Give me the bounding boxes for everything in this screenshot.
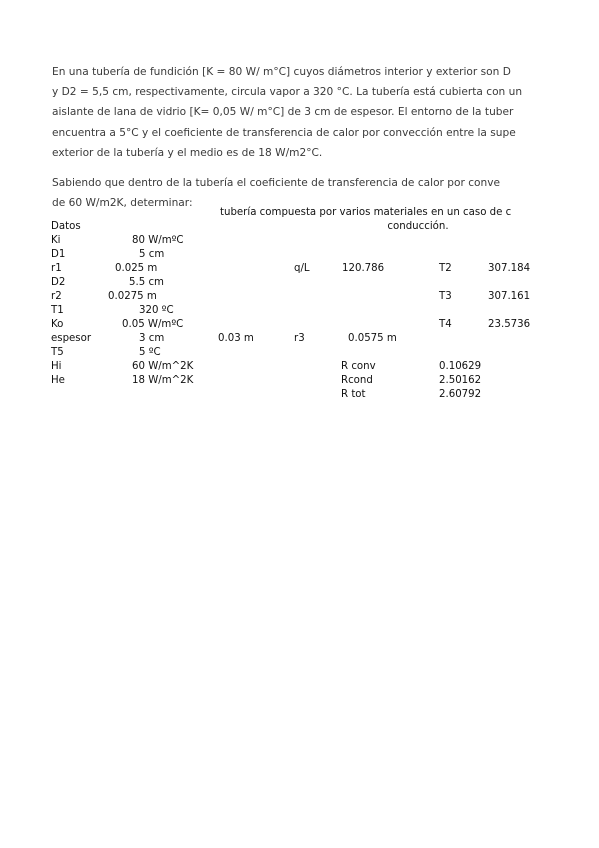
header-line-1: tubería compuesta por varios materiales en un caso de c <box>220 207 512 218</box>
temp-value: 307.184 <box>488 263 531 274</box>
espesor-m: 0.03 m <box>218 333 254 344</box>
header-line-2: conducción. <box>387 221 449 232</box>
temp-value: 23.5736 <box>488 319 531 330</box>
row-value: 3 cm <box>139 333 165 344</box>
row-label: r2 <box>51 291 62 302</box>
row-value: 5.5 cm <box>129 277 164 288</box>
resist-value: 2.50162 <box>439 375 482 386</box>
temp-label: T3 <box>439 291 452 302</box>
row-value: 5 ºC <box>139 347 161 358</box>
temp-value: 307.161 <box>488 291 531 302</box>
problem-line: encuentra a 5°C y el coeficiente de transferencia de calor por convección entre la supe <box>52 126 516 139</box>
row-label: D1 <box>51 249 66 260</box>
row-label: Hi <box>51 361 62 372</box>
resist-value: 0.10629 <box>439 361 482 372</box>
r3-value: 0.0575 m <box>348 333 397 344</box>
q-value: 120.786 <box>342 263 385 274</box>
resist-label: R conv <box>341 361 376 372</box>
problem-line: Sabiendo que dentro de la tubería el coeficiente de transferencia de calor por conve <box>52 177 501 190</box>
problem-line: aislante de lana de vidrio [K= 0,05 W/ m°C] de 3 cm de espesor. El entorno de la tuber <box>52 106 514 119</box>
row-value: 0.025 m <box>115 263 158 274</box>
row-value: 18 W/m^2K <box>132 375 194 386</box>
problem-line: En una tubería de fundición [K = 80 W/ m°C] cuyos diámetros interior y exterior son D <box>52 66 511 78</box>
row-value: 5 cm <box>139 249 165 260</box>
row-value: 0.05 W/mºC <box>122 319 184 330</box>
resist-value: 2.60792 <box>439 389 482 400</box>
row-label: espesor <box>51 333 92 344</box>
datos-label: Datos <box>51 221 81 232</box>
temp-label: T4 <box>439 319 452 330</box>
problem-line-text: y D2 = 5,5 cm, respectivamente, circula vapor a 320 °C. La tubería está cubierta con un <box>52 86 523 99</box>
temp-label: T2 <box>439 263 452 274</box>
row-label: T5 <box>51 347 64 358</box>
row-value: 0.0275 m <box>108 291 157 302</box>
problem-line: de 60 W/m2K, determinar: <box>52 197 193 210</box>
q-label: q/L <box>294 263 310 274</box>
row-value: 60 W/m^2K <box>132 361 194 372</box>
row-label: T1 <box>51 305 64 316</box>
r3-label: r3 <box>294 333 305 344</box>
row-label: r1 <box>51 263 62 274</box>
row-label: Ki <box>51 235 61 246</box>
row-value: 320 ºC <box>139 305 174 316</box>
row-label: D2 <box>51 277 66 288</box>
row-label: Ko <box>51 319 64 330</box>
resist-label: Rcond <box>341 375 373 386</box>
row-value: 80 W/mºC <box>132 235 184 246</box>
row-label: He <box>51 375 65 386</box>
problem-line: exterior de la tubería y el medio es de 18 W/m2°C. <box>52 146 323 159</box>
resist-label: R tot <box>341 389 366 400</box>
